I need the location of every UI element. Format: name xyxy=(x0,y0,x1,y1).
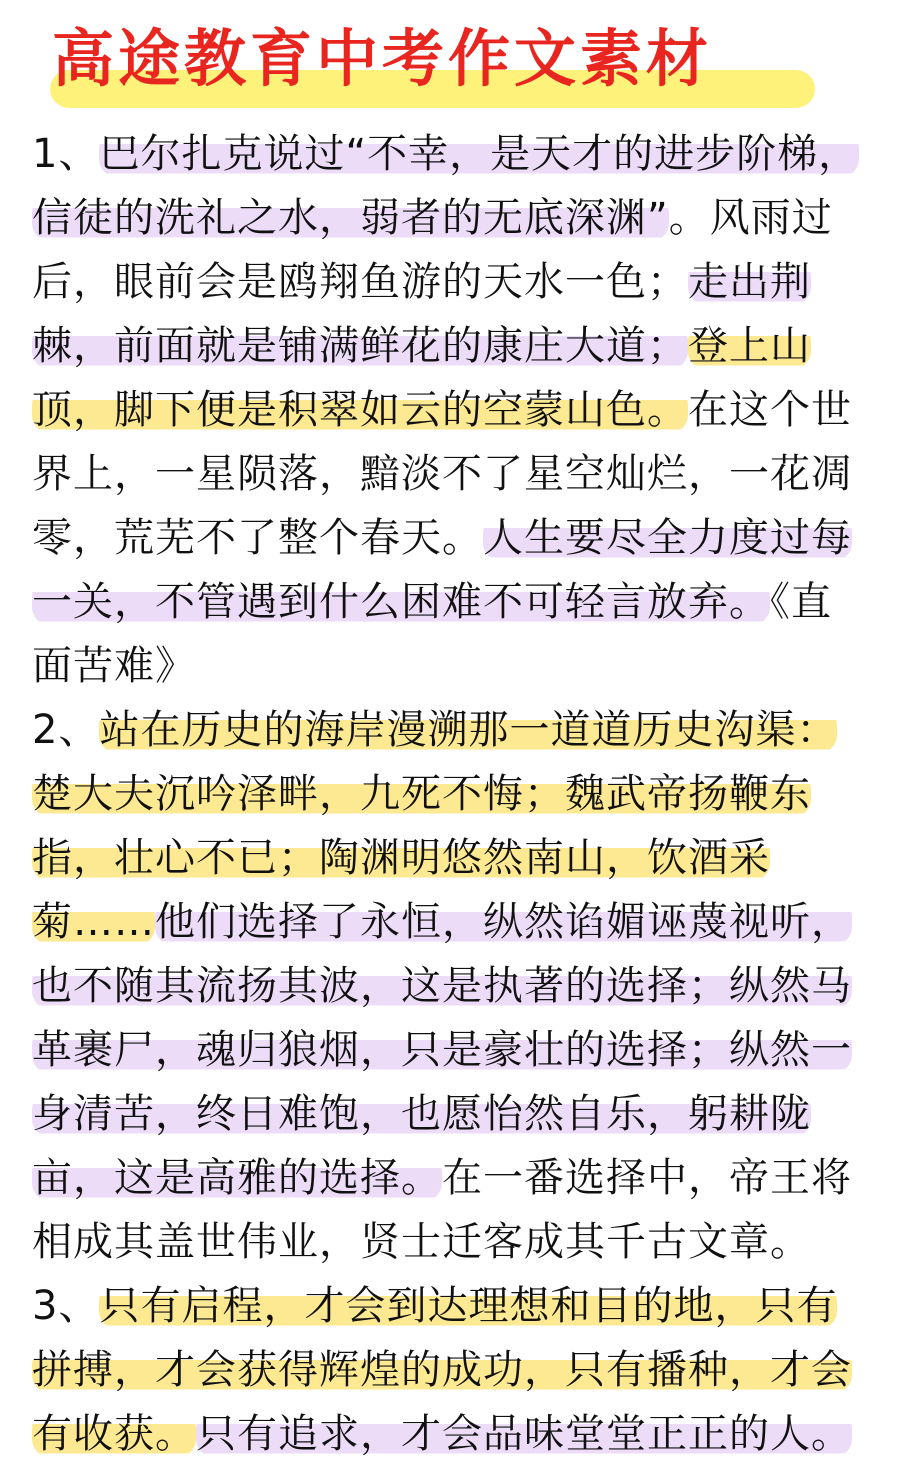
paragraph-number: 1、 xyxy=(32,131,100,177)
text-segment: 人生要尽全力度过每一关，不管遇到什么困难不可轻言放弃。 xyxy=(32,515,852,625)
text-segment: 走出荆棘，前面就是铺满鲜花的康庄大道； xyxy=(32,259,811,369)
page-title: 高途教育中考作文素材 xyxy=(52,22,713,95)
paragraph-number: 2、 xyxy=(32,707,100,753)
text-segment: 他们选择了永恒，纵然谄媚诬蔑视听，也不随其流扬其波，这是执著的选择；纵然马革裹尸，魂归狼烟，只是豪壮的选择；纵然一身清苦，终日难饱，也愿怡然自乐，躬耕陇亩，这是高雅的选择。 xyxy=(32,899,852,1201)
paragraph-2 xyxy=(32,698,868,1274)
title-area xyxy=(40,12,820,112)
paragraph-1 xyxy=(32,122,868,698)
text-segment: 只有启程，才会到达理想和目的地，只有拼搏，才会获得辉煌的成功，只有播种，才会有收获。 xyxy=(32,1283,852,1457)
article-body xyxy=(32,122,868,1466)
paragraph-3 xyxy=(32,1274,868,1466)
text-segment: 只有追求，才会品味堂堂正正的人。 xyxy=(196,1411,852,1457)
text-segment: 在一番选择中，帝王将相成其盖世伟业，贤士迁客成其千古文章。 xyxy=(32,1155,852,1265)
text-segment: 在这个世界上，一星陨落，黯淡不了星空灿烂，一花凋零，荒芜不了整个春天。 xyxy=(32,387,852,561)
text-segment: 。风雨过后，眼前会是鸥翔鱼游的天水一色； xyxy=(32,195,833,305)
text-segment: 《直面苦难》 xyxy=(32,579,832,689)
text-segment: 站在历史的海岸漫溯那一道道历史沟渠：楚大夫沉吟泽畔，九死不悔；魏武帝扬鞭东指，壮心不已；陶渊明悠然南山，饮酒采菊…… xyxy=(32,707,838,945)
text-segment: 登上山顶，脚下便是积翠如云的空蒙山色。 xyxy=(32,323,811,433)
paragraph-number: 3、 xyxy=(32,1283,100,1329)
text-segment: 巴尔扎克说过“不幸，是天才的进步阶梯，信徒的洗礼之水，弱者的无底深渊” xyxy=(32,131,860,241)
